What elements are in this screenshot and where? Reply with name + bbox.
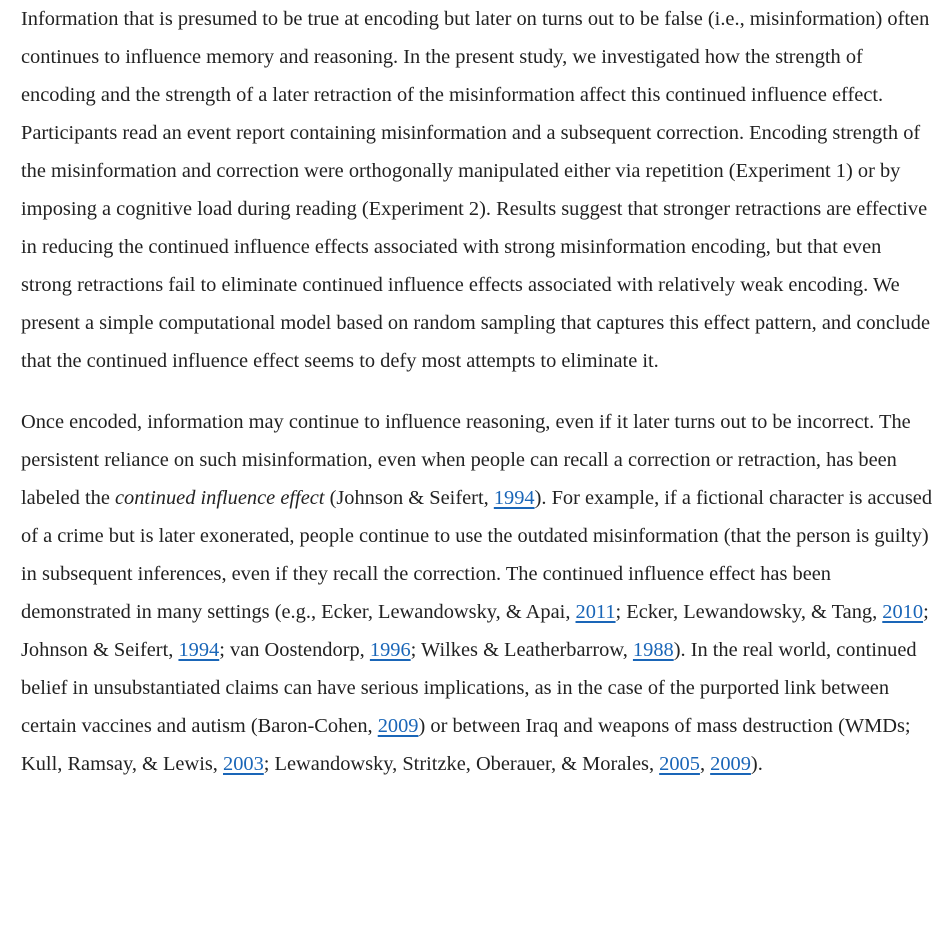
citation-link-ecker-2011[interactable]: 2011 [575,601,616,623]
citation-link-lewandowsky-2005[interactable]: 2005 [659,753,700,775]
intro-text: ). In the real world, continued belief in unsubstantiated claims can have serious implications, as in the case of the purported link between certain vaccines and autism (Baron-Cohen, [21,639,917,737]
citation-link-van-oostendorp-1996[interactable]: 1996 [369,639,411,661]
citation-link-lewandowsky-2009[interactable]: 2009 [710,753,751,775]
citation-link-kull-2003[interactable]: 2003 [223,753,264,775]
citation-link-johnson-seifert-1994-b[interactable]: 1994 [178,639,220,661]
abstract-paragraph: Information that is presumed to be true at encoding but later on turns out to be false (i.e., misinformation) often continues to influence memory and reasoning. In the present study, we investigated how the strength of encoding and the strength of a later retraction of the misinformation affect this continued influence effect. Participants read an event report containing misinformation and a subsequent correction. Encoding strength of the misinformation and correction were orthogonally manipulated either via repetition (Experiment 1) or by imposing a cognitive load during reading (Experiment 2). Results suggest that stronger retractions are effective in reducing the continued influence effects associated with strong misinformation encoding, but that even strong retractions fail to eliminate continued influence effects associated with relatively weak encoding. We present a simple computational model based on random sampling that captures this effect pattern, and conclude that the continued influence effect seems to defy most attempts to eliminate it. [21,8,930,372]
intro-text: ; Wilkes & Leatherbarrow, [410,639,633,661]
intro-text: Once encoded, information may continue to influence reasoning, even if it later turns out to be incorrect. The persistent reliance on such misinformation, even when people can recall a correction or retraction, has been labeled the [21,411,911,509]
intro-text: ) or between Iraq and weapons of mass destruction (WMDs; Kull, Ramsay, & Lewis, [21,715,911,775]
intro-text: ; van Oostendorp, [219,639,370,661]
key-term: continued influence effect [114,487,325,509]
citation-link-johnson-seifert-1994[interactable]: 1994 [493,487,535,509]
intro-text: ; Johnson & Seifert, [21,601,929,661]
introduction-paragraph [21,403,934,783]
citation-link-baron-cohen-2009[interactable]: 2009 [377,715,419,737]
intro-text: ). For example, if a fictional character is accused of a crime but is later exonerated, people continue to use the outdated misinformation (that the person is guilty) in subsequent inferences, even if they recall the correction. The continued influence effect has been demonstrated in many settings (e.g., Ecker, Lewandowsky, & Apai, [21,487,933,623]
intro-text: ; Ecker, Lewandowsky, & Tang, [615,601,883,623]
citation-link-ecker-2010[interactable]: 2010 [882,601,924,623]
intro-text: , [699,753,711,775]
intro-text: ; Lewandowsky, Stritzke, Oberauer, & Morales, [263,753,660,775]
citation-link-wilkes-1988[interactable]: 1988 [632,639,674,661]
intro-text: ). [750,753,763,775]
intro-text: (Johnson & Seifert, [324,487,494,509]
